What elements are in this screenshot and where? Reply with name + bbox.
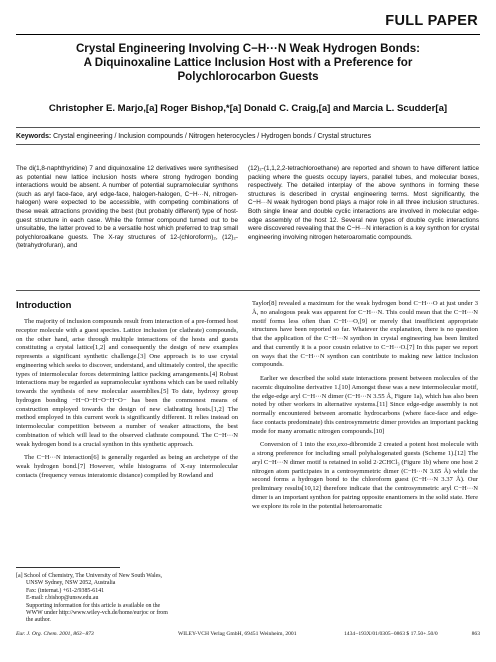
page-number: 863 xyxy=(471,631,480,637)
header-rule xyxy=(16,34,480,35)
abstract-right-column: (12)₂-(1,1,2,2-tetrachloroethane) are reported and shown to have different lattice packing where the guests occupy layers, parallel tubes, and molecular boxes, respectively. The detailed interplay of the above synthons in forming these structures is described in crystal engineering terms. Most significantly, the C−H···N weak hydrogen bond plays a major role in all three inclusion structures. Both single linear and double cyclic interactions are involved in molecular edge-edge assembly of the host 12. Several new types of double cyclic interactions were discovered revealing that the C−H···N interaction is a key synthon for crystal engineering involving nitrogen heteroaromatic compounds. xyxy=(248,165,479,241)
keywords-text: Crystal engineering / Inclusion compounds / Nitrogen heterocycles / Hydrogen bonds / Crystal structures xyxy=(53,133,372,140)
paragraph: The majority of inclusion compounds result from interaction of a pre-formed host receptor molecule with a guest species. Lattice inclusion (or clathrate) compounds, on the other hand, arise through multiple interactions of the hosts and guests constituting a crystal lattice[1,2] and consequently the design of new examples represents a significant synthetic challenge.[3] One approach is to use crystal engineering which seeks to discover, understand, and ultimately control, the specific types of intermolecular forces determining lattice packing arrangements.[4] Robust interactions may be regarded as supramolecular synthons which can be used reliably towards the synthesis of new molecular assemblies.[5] To date, hydroxy group hydrogen bonding −H−O−H−O−H−O− has been the commonest means of construction employed towards the design of new clathrating hosts.[1,2] The method employed in this current work is significantly different. It relies instead on intermolecular competition between a number of weaker attractions, the best combination of which will lead to the observed clathrate compound. The C−H···N weak hydrogen bond is a crucial synthon in this synthetic approach. xyxy=(16,318,238,448)
author-list: Christopher E. Marjo,[a] Roger Bishop,*[a] Donald C. Craig,[a] and Marcia L. Scudder[a] xyxy=(48,103,448,114)
body-left-column xyxy=(16,318,238,486)
keywords-label: Keywords: xyxy=(16,133,52,140)
abstract-rule xyxy=(16,290,480,291)
abstract xyxy=(16,165,480,285)
section-label: FULL PAPER xyxy=(385,13,478,29)
footnote-email[interactable]: E-mail: r.bishop@unsw.edu.au xyxy=(26,595,99,602)
paragraph: Taylor[8] revealed a maximum for the weak hydrogen bond C−H···O at just under 3 Å, no analogous peak was apparent for C−H···N. This could mean that the C−H···N motif forms less often than C−H···O,[9] or merely that insufficient appropriate structures have been reported so far. Whatever the explanation, there is no question that the application of the C−H···N synthon in crystal engineering has been limited and that currently it is a poor cousin relative to C−H···O.[7] In this paper we report on ways that the C−H···N synthon can contribute to making new lattice inclusion compounds. xyxy=(252,300,478,369)
affiliation-footnote xyxy=(16,573,238,625)
footnote-line: [a] School of Chemistry, The University of New South Wales, xyxy=(16,573,163,579)
title-line-1: Crystal Engineering Involving C−H···N Weak Hydrogen Bonds: xyxy=(75,42,421,55)
paragraph: The C−H···N interaction[6] is generally regarded as being an archetype of the weak hydrogen bond.[7] However, while histograms of X-ray intermolecular contacts (frequency versus interatomic distance) compiled by Rowland and xyxy=(16,454,238,479)
footnote-line: UNSW Sydney, NSW 2052, Australia xyxy=(26,580,116,587)
issn-code: 1434−193X/01/0305−0863 $ 17.50+.50/0 xyxy=(344,631,438,637)
section-heading-introduction: Introduction xyxy=(16,300,72,311)
paragraph: Conversion of 1 into the exo,exo-dibromide 2 created a potent host molecule with a strong preference for including small polyhalogenated guests (Scheme 1).[12] The aryl C−H···N dimer motif is retained in solid 2·2CHCl₃ (Figure 1b) where one host 2 nitrogen atom participates in a centrosymmetric dimer (C−H···N 3.65 Å) while the second forms a hydrogen bond to the chloroform guest (C−H···N 3.37 Å). Our preliminary results[10,12] therefore indicate that the centrosymmetric aryl C−H···N dimer is an important synthon for pairing opposite enantiomers in the solid state. Here we explore its role in the potential heteroaromatic xyxy=(252,441,478,510)
keywords-bar xyxy=(16,127,480,145)
footnote-line: Supporting information for this article is available on the xyxy=(26,602,161,609)
page-header xyxy=(16,6,480,36)
abstract-left-column: The di(1,8-naphthyridine) 7 and diquinoxaline 12 derivatives were synthesised as potential new lattice inclusion hosts where strong hydrogen bonding interactions would be absent. A number of potential supramolecular synthons (such as aryl face-face, aryl edge-face, halogen-halogen, C−H···N, nitrogen-halogen) were expected to be accessible, with competing combinations of these weak attractions providing the best (but probably different) type of host-guest structure in each case. While the former compound turned out to be unsuitable, the latter proved to be a versatile host which preferred to trap small polychloroalkane guests. The X-ray structures of 12-(chloroform)₂, (12)₂-(tetrahydrofuran), and xyxy=(16,165,238,250)
paragraph: Earlier we described the solid state interactions present between molecules of the racemic diquinoline derivative 1.[10] Amongst these was a new intermolecular motif, the edge-edge aryl C−H···N dimer (C−H···N 3.55 Å, Figure 1a), which has also been noted by other workers in alternative systems.[11] Since edge-edge assembly is not normally encountered between aromatic hydrocarbons (where face-face and edge-face contacts predominate) this centrosymmetric dimer provides an important packing mode for many aromatic nitrogen compounds.[10] xyxy=(252,375,478,435)
article-title xyxy=(30,42,466,84)
footnote-url[interactable]: WWW under http://www.wiley-vch.de/home/eurjoc or from xyxy=(26,610,168,617)
body-right-column xyxy=(252,300,478,516)
footnote-line: the author. xyxy=(26,617,51,624)
title-line-2: A Diquinoxaline Lattice Inclusion Host with a Preference for xyxy=(83,56,413,69)
footnote-line: Fax: (internat.) +61-2/9385-6141 xyxy=(26,587,105,594)
footnote-rule xyxy=(16,567,120,568)
publisher-line: WILEY-VCH Verlag GmbH, 69451 Weinheim, 2001 xyxy=(178,631,297,637)
title-line-3: Polychlorocarbon Guests xyxy=(177,70,319,83)
journal-citation: Eur. J. Org. Chem. 2001, 863−873 xyxy=(16,631,94,637)
